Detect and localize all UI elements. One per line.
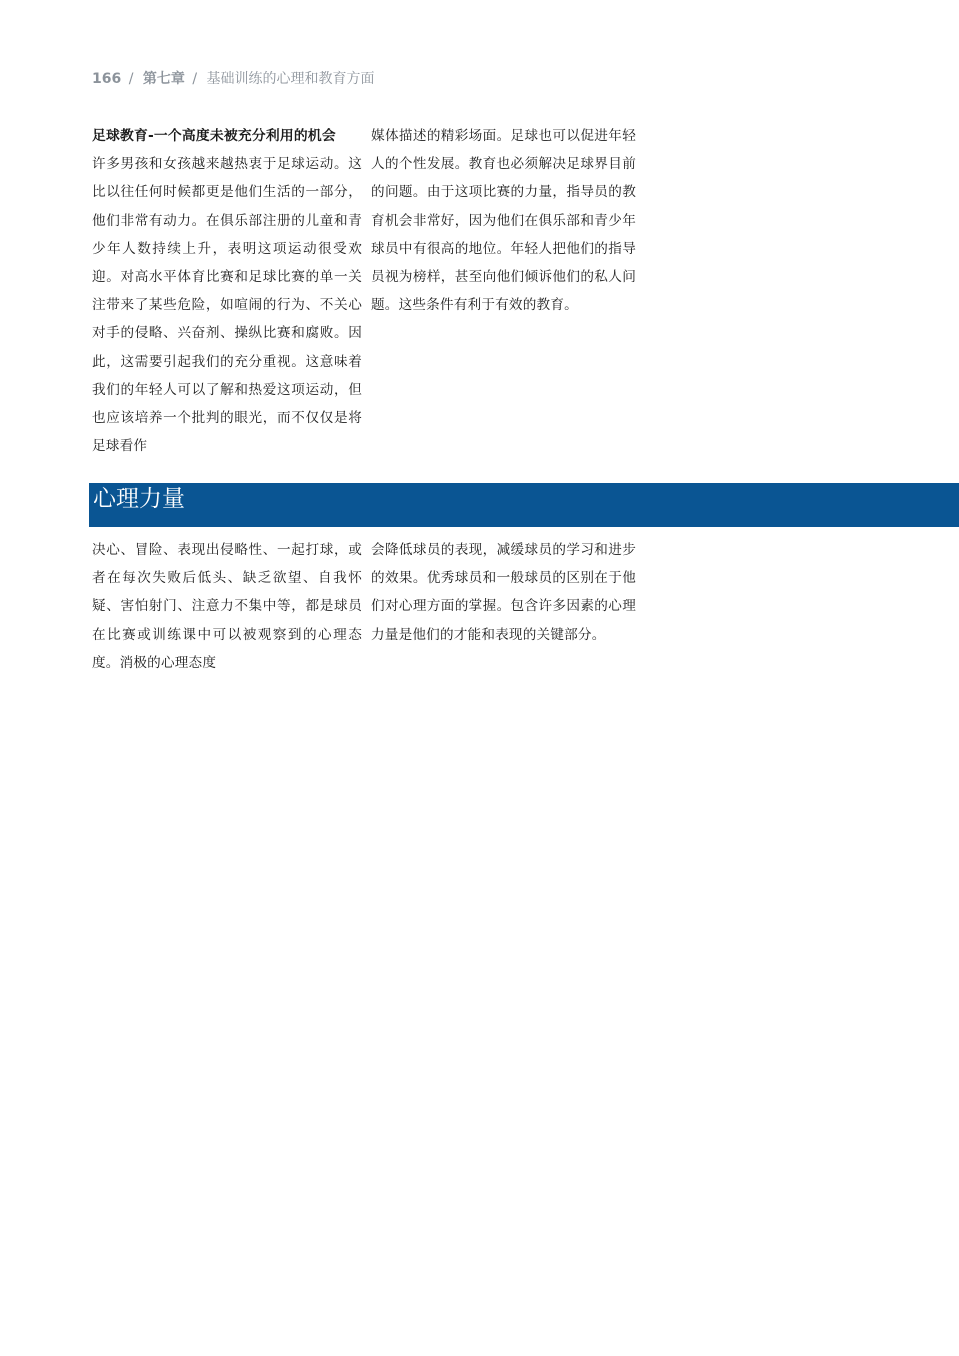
section-banner bbox=[89, 483, 959, 527]
education-column-left bbox=[92, 122, 362, 460]
section-title: 心理力量 bbox=[93, 486, 185, 512]
education-subheading: 足球教育-一个高度未被充分利用的机会 bbox=[92, 128, 336, 144]
section-label: 基础训练的心理和教育方面 bbox=[206, 71, 375, 87]
education-column-right bbox=[371, 122, 636, 319]
header-separator-2: / bbox=[192, 71, 198, 87]
education-paragraph-2: 媒体描述的精彩场面。足球也可以促进年轻人的个性发展。教育也必须解决足球界目前的问题。由于这项比赛的力量，指导员的教育机会非常好，因为他们在俱乐部和青少年球员中有很高的地位。年轻人把他们的指导员视为榜样，甚至向他们倾诉他们的私人问题。这些条件有利于有效的教育。 bbox=[371, 128, 636, 314]
page-number: 166 bbox=[92, 71, 122, 87]
mental-column-right bbox=[371, 536, 636, 649]
chapter-label: 第七章 bbox=[142, 71, 185, 87]
education-paragraph-1: 许多男孩和女孩越来越热衷于足球运动。这比以往任何时候都更是他们生活的一部分，他们非常有动力。在俱乐部注册的儿童和青少年人数持续上升，表明这项运动很受欢迎。对高水平体育比赛和足球比赛的单一关注带来了某些危险，如喧闹的行为、不关心对手的侵略、兴奋剂、操纵比赛和腐败。因此，这需要引起我们的充分重视。这意味着我们的年轻人可以了解和热爱这项运动，但也应该培养一个批判的眼光，而不仅仅是将足球看作 bbox=[92, 156, 362, 455]
running-header bbox=[92, 68, 374, 88]
mental-paragraph-2: 会降低球员的表现，减缓球员的学习和进步的效果。优秀球员和一般球员的区别在于他们对心理方面的掌握。包含许多因素的心理力量是他们的才能和表现的关键部分。 bbox=[371, 542, 636, 643]
header-separator: / bbox=[128, 71, 134, 87]
mental-paragraph-1: 决心、冒险、表现出侵略性、一起打球，或者在每次失败后低头、缺乏欲望、自我怀疑、害怕射门、注意力不集中等，都是球员在比赛或训练课中可以被观察到的心理态度。消极的心理态度 bbox=[92, 542, 362, 671]
mental-column-left bbox=[92, 536, 362, 677]
